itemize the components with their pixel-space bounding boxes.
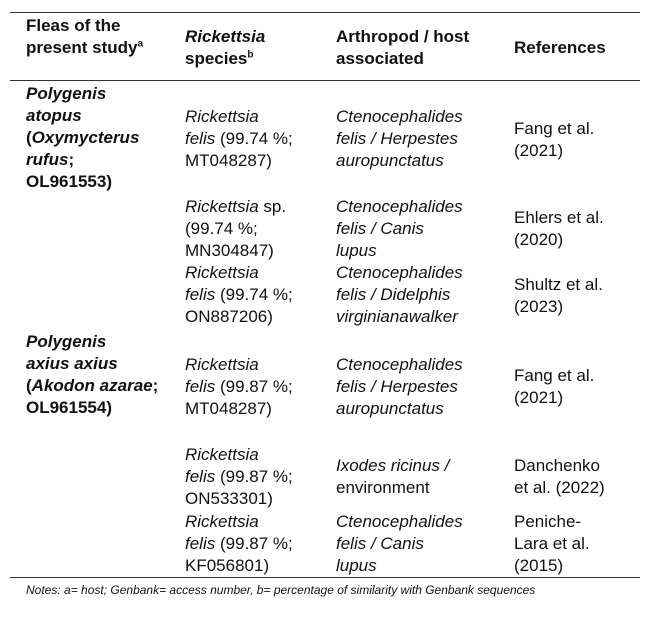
header-rickettsia: Rickettsia species$^b$ bbox=[185, 27, 266, 68]
rickettsia-cell-4: Rickettsia felis (99.87 %; MT048287) bbox=[185, 355, 293, 418]
rickettsia-cell-6: Rickettsia felis (99.87 %; KF056801) bbox=[185, 512, 293, 575]
arthropod-cell-2: Ctenocephalides felis / Canis lupus bbox=[336, 197, 463, 260]
reference-cell-4: Fang et al. (2021) bbox=[514, 366, 595, 407]
flea-species-1: Polygenis atopus (Oxymycterus rufus; OL961553) bbox=[26, 84, 140, 191]
arthropod-cell-3: Ctenocephalides felis / Didelphis virginianawalker bbox=[336, 263, 463, 326]
table-notes: Notes: a= host; Genbank= access number, b= percentage of similarity with Genbank sequences bbox=[26, 583, 536, 597]
flea-species-2: Polygenis axius axius (Akodon azarae; OL961554) bbox=[26, 332, 159, 417]
rickettsia-cell-5: Rickettsia felis (99.87 %; ON533301) bbox=[185, 445, 293, 508]
header-fleas: Fleas of the present study$^a$ bbox=[26, 16, 144, 57]
reference-cell-5: Danchenko et al. (2022) bbox=[514, 456, 605, 497]
reference-cell-2: Ehlers et al. (2020) bbox=[514, 208, 604, 249]
header-references: References bbox=[514, 38, 606, 57]
arthropod-cell-5: Ixodes ricinus / environment bbox=[336, 456, 450, 497]
table-header-rule bbox=[10, 80, 640, 81]
rickettsia-cell-2: Rickettsia sp. (99.74 %; MN304847) bbox=[185, 197, 287, 260]
rickettsia-cell-1: Rickettsia felis (99.74 %; MT048287) bbox=[185, 107, 293, 170]
table-top-rule bbox=[10, 12, 640, 13]
rickettsia-cell-3: Rickettsia felis (99.74 %; ON887206) bbox=[185, 263, 293, 326]
arthropod-cell-6: Ctenocephalides felis / Canis lupus bbox=[336, 512, 463, 575]
table-bottom-rule bbox=[10, 577, 640, 578]
reference-cell-3: Shultz et al. (2023) bbox=[514, 275, 603, 316]
header-arthropod: Arthropod / host associated bbox=[336, 27, 470, 68]
reference-cell-1: Fang et al. (2021) bbox=[514, 119, 595, 160]
reference-cell-6: Peniche- Lara et al. (2015) bbox=[514, 512, 590, 575]
arthropod-cell-4: Ctenocephalides felis / Herpestes auropunctatus bbox=[336, 355, 463, 418]
arthropod-cell-1: Ctenocephalides felis / Herpestes auropunctatus bbox=[336, 107, 463, 170]
